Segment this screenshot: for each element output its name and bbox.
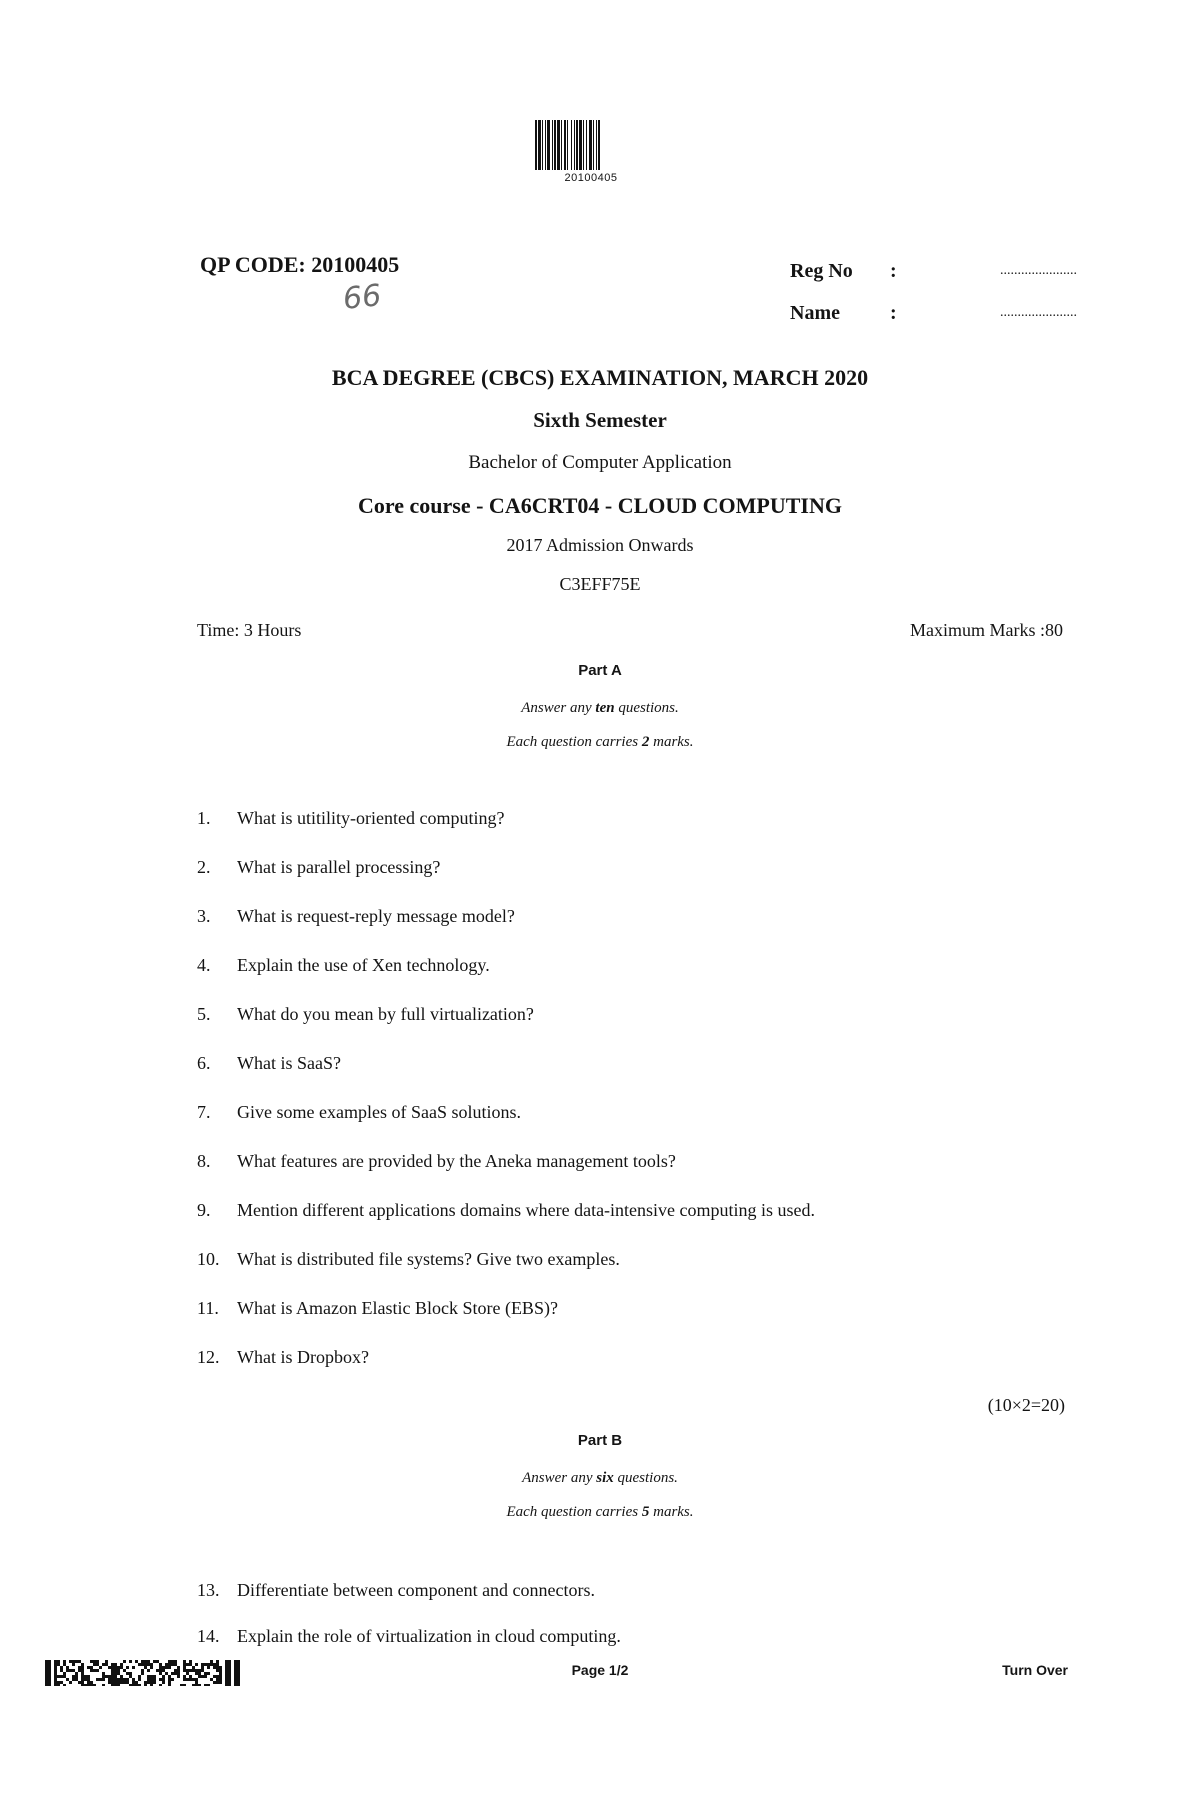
question-text: What do you mean by full virtualization? xyxy=(237,1004,534,1024)
admission-note: 2017 Admission Onwards xyxy=(506,535,694,555)
name-row xyxy=(790,292,1077,334)
top-barcode xyxy=(533,120,649,184)
semester: Sixth Semester xyxy=(533,408,667,432)
exam-time: Time: 3 Hours xyxy=(197,620,302,640)
question-item xyxy=(197,1347,369,1368)
question-number: 6. xyxy=(197,1053,211,1073)
question-number: 7. xyxy=(197,1102,211,1122)
question-text: What is SaaS? xyxy=(237,1053,341,1073)
page-number: Page 1/2 xyxy=(571,1662,629,1678)
question-number: 3. xyxy=(197,906,211,926)
part-b-instruction-2: Each question carries 5 marks. xyxy=(506,1504,694,1520)
question-number: 8. xyxy=(197,1151,211,1171)
question-text: Explain the role of virtualization in cloud computing. xyxy=(237,1626,621,1646)
question-item xyxy=(197,1053,341,1074)
barcode-image xyxy=(533,120,649,170)
question-item xyxy=(197,1004,534,1025)
part-b-title: Part B xyxy=(577,1432,623,1449)
maximum-marks: Maximum Marks :80 xyxy=(910,620,1063,640)
question-number: 2. xyxy=(197,857,211,877)
question-item xyxy=(197,808,504,829)
name-label: Name xyxy=(790,301,840,324)
question-number: 14. xyxy=(197,1626,220,1646)
question-text: What is utitility-oriented computing? xyxy=(237,808,505,828)
handwritten-note: 66 xyxy=(341,278,383,317)
question-item xyxy=(197,857,440,878)
question-number: 4. xyxy=(197,955,211,975)
question-text: What is Dropbox? xyxy=(237,1347,369,1367)
question-item xyxy=(197,1249,620,1270)
question-number: 5. xyxy=(197,1004,211,1024)
part-b-instruction-1: Answer any six questions. xyxy=(522,1470,678,1486)
question-text: What is Amazon Elastic Block Store (EBS)? xyxy=(237,1298,558,1318)
reg-no-row xyxy=(790,250,1077,292)
question-item xyxy=(197,906,515,927)
question-item xyxy=(197,1298,558,1319)
question-text: Differentiate between component and connectors. xyxy=(237,1580,596,1600)
registration-block xyxy=(790,250,1077,334)
qp-code: QP CODE: 20100405 xyxy=(200,252,400,277)
question-text: Explain the use of Xen technology. xyxy=(237,955,490,975)
question-number: 12. xyxy=(197,1347,220,1367)
question-item xyxy=(197,1626,621,1647)
program-name: Bachelor of Computer Application xyxy=(468,452,732,473)
question-item xyxy=(197,1102,521,1123)
question-number: 11. xyxy=(197,1298,219,1318)
question-number: 9. xyxy=(197,1200,211,1220)
reg-no-label: Reg No xyxy=(790,259,853,282)
question-number: 13. xyxy=(197,1580,220,1600)
question-item xyxy=(197,1200,815,1221)
question-item xyxy=(197,955,490,976)
part-a-instruction-2: Each question carries 2 marks. xyxy=(506,734,694,750)
part-a-instruction-1: Answer any ten questions. xyxy=(521,700,679,716)
question-item xyxy=(197,1580,595,1601)
question-text: What is parallel processing? xyxy=(237,857,441,877)
question-number: 1. xyxy=(197,808,211,828)
paper-code: C3EFF75E xyxy=(559,574,641,594)
turn-over: Turn Over xyxy=(1002,1662,1068,1678)
name-colon: : xyxy=(890,301,897,324)
question-text: What is request-reply message model? xyxy=(237,906,515,926)
question-text: Mention different applications domains where data-intensive computing is used. xyxy=(237,1200,816,1220)
part-a-title: Part A xyxy=(578,662,622,679)
barcode-number: 20100405 xyxy=(564,172,618,184)
question-item xyxy=(197,1151,676,1172)
course-title: Core course - CA6CRT04 - CLOUD COMPUTING xyxy=(358,493,842,518)
question-text: Give some examples of SaaS solutions. xyxy=(237,1102,521,1122)
question-number: 10. xyxy=(197,1249,220,1269)
name-blank: ...................... xyxy=(1000,305,1077,320)
reg-no-colon: : xyxy=(890,259,897,282)
question-text: What features are provided by the Aneka management tools? xyxy=(237,1151,676,1171)
part-a-marks: (10×2=20) xyxy=(987,1395,1065,1415)
reg-no-blank: ...................... xyxy=(1000,263,1077,278)
question-text: What is distributed file systems? Give two examples. xyxy=(237,1249,620,1269)
exam-title: BCA DEGREE (CBCS) EXAMINATION, MARCH 2020 xyxy=(331,365,869,390)
